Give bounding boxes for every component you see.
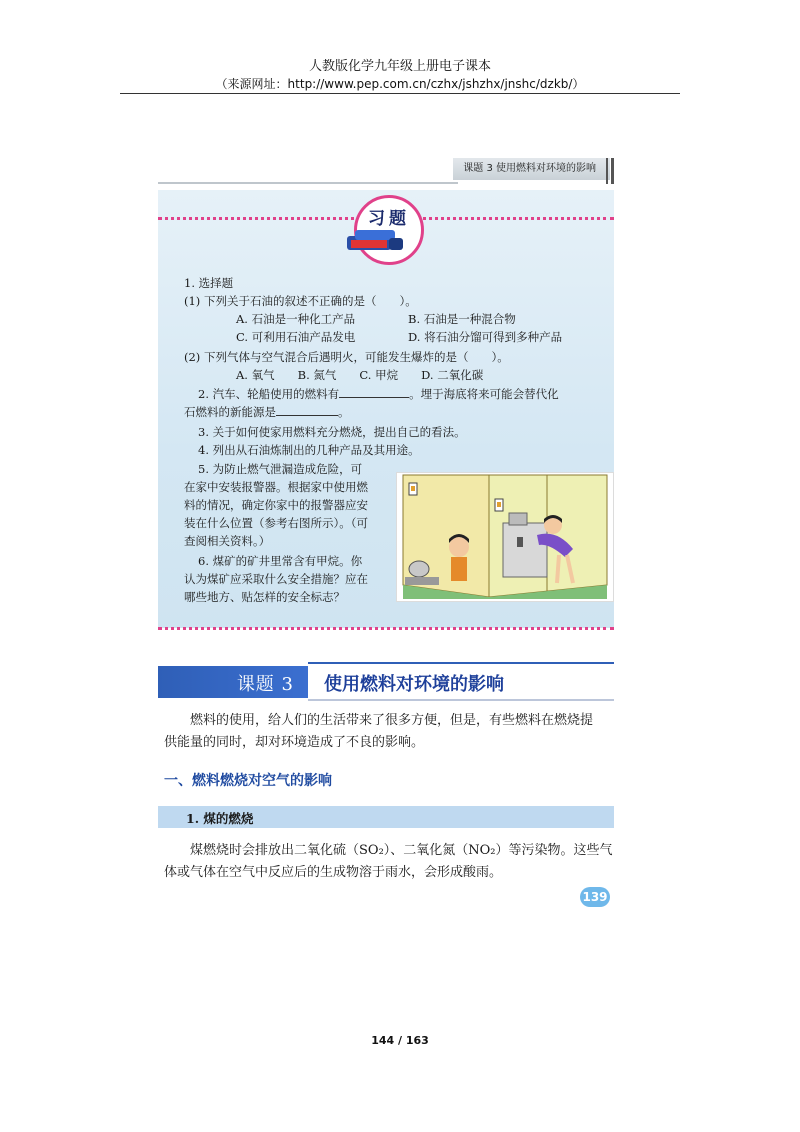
book-page-number: 139	[580, 887, 610, 907]
answer-blank	[339, 387, 409, 398]
books-icon	[345, 228, 405, 258]
chapter-rule	[158, 182, 458, 184]
exercise-option: C. 可利用石油产品发电	[236, 330, 356, 344]
exercise-badge-label: 习题	[368, 209, 410, 229]
chapter-tab: 课题 3 使用燃料对环境的影响	[453, 158, 610, 180]
exercise-q6: 6. 煤矿的矿井里常含有甲烷。你	[198, 554, 363, 568]
header-divider	[120, 93, 680, 94]
subsection-bar	[158, 806, 614, 828]
exercise-q2-text: 2. 汽车、轮船使用的燃料有	[198, 387, 340, 401]
answer-blank	[276, 405, 338, 416]
exercise-option: D. 将石油分馏可得到多种产品	[408, 330, 563, 344]
exercise-q6: 认为煤矿应采取什么安全措施？应在	[184, 572, 368, 586]
exercise-q5: 装在什么位置（参考右图所示）。（可	[184, 516, 368, 530]
paragraph-line: 体或气体在空气中反应后的生成物溶于雨水，会形成酸雨。	[164, 865, 503, 880]
exercise-q2-text: 石燃料的新能源是	[184, 405, 276, 419]
chapter-bar-mark	[606, 158, 608, 184]
lesson-underline	[308, 699, 614, 701]
paragraph-line: 煤燃烧时会排放出二氧化硫（SO₂）、二氧化氮（NO₂）等污染物。这些气	[190, 843, 613, 858]
exercise-q6: 哪些地方、贴怎样的安全标志？	[184, 590, 345, 604]
pdf-page-indicator: 144 / 163	[371, 1034, 429, 1047]
exercise-q4: 4. 列出从石油炼制出的几种产品及其用途。	[198, 443, 420, 457]
exercise-q5: 在家中安装报警器。根据家中使用燃	[184, 480, 368, 494]
exercise-q2	[198, 386, 559, 402]
lesson-title-box	[308, 662, 614, 700]
lesson-number: 课题 3	[236, 674, 294, 695]
textbook-page	[158, 150, 614, 920]
kitchen-illustration	[396, 472, 614, 602]
intro-line: 供能量的同时，却对环境造成了不良的影响。	[164, 735, 425, 750]
exercise-q1: 1. 选择题	[184, 276, 234, 290]
chapter-header	[158, 158, 614, 180]
exercise-q2-cont	[184, 404, 350, 420]
dotted-divider	[158, 627, 614, 630]
exercise-q3: 3. 关于如何使家用燃料充分燃烧，提出自己的看法。	[198, 425, 466, 439]
subsection-title: 1. 煤的燃烧	[186, 811, 254, 826]
exercise-q2-text: 。	[338, 405, 350, 419]
exercise-option: B. 石油是一种混合物	[408, 312, 516, 326]
exercise-q5: 5. 为防止燃气泄漏造成危险，可	[198, 462, 363, 476]
exercise-q5: 料的情况，确定你家中的报警器应安	[184, 498, 368, 512]
source-url: （来源网址：http://www.pep.com.cn/czhx/jshzhx/jnshc/dzkb/）	[215, 77, 585, 91]
exercise-q1-1: (1) 下列关于石油的叙述不正确的是（ ）。	[184, 294, 417, 308]
exercise-option: A. 石油是一种化工产品	[236, 312, 356, 326]
exercise-q5: 查阅相关资料。）	[184, 534, 271, 548]
document-title: 人教版化学九年级上册电子课本	[308, 59, 491, 74]
chapter-bar-mark	[611, 158, 614, 184]
exercise-q2-text: 。埋于海底将来可能会替代化	[409, 387, 559, 401]
lesson-title: 使用燃料对环境的影响	[324, 674, 504, 695]
section-heading: 一、燃料燃烧对空气的影响	[164, 773, 332, 789]
exercise-q1-2: (2) 下列气体与空气混合后遇明火，可能发生爆炸的是（ ）。	[184, 350, 509, 364]
lesson-number-box	[158, 666, 308, 698]
intro-line: 燃料的使用，给人们的生活带来了很多方便，但是，有些燃料在燃烧提	[190, 713, 594, 728]
lesson-title-bar	[158, 662, 614, 698]
exercise-options: A. 氧气 B. 氮气 C. 甲烷 D. 二氧化碳	[236, 368, 484, 382]
